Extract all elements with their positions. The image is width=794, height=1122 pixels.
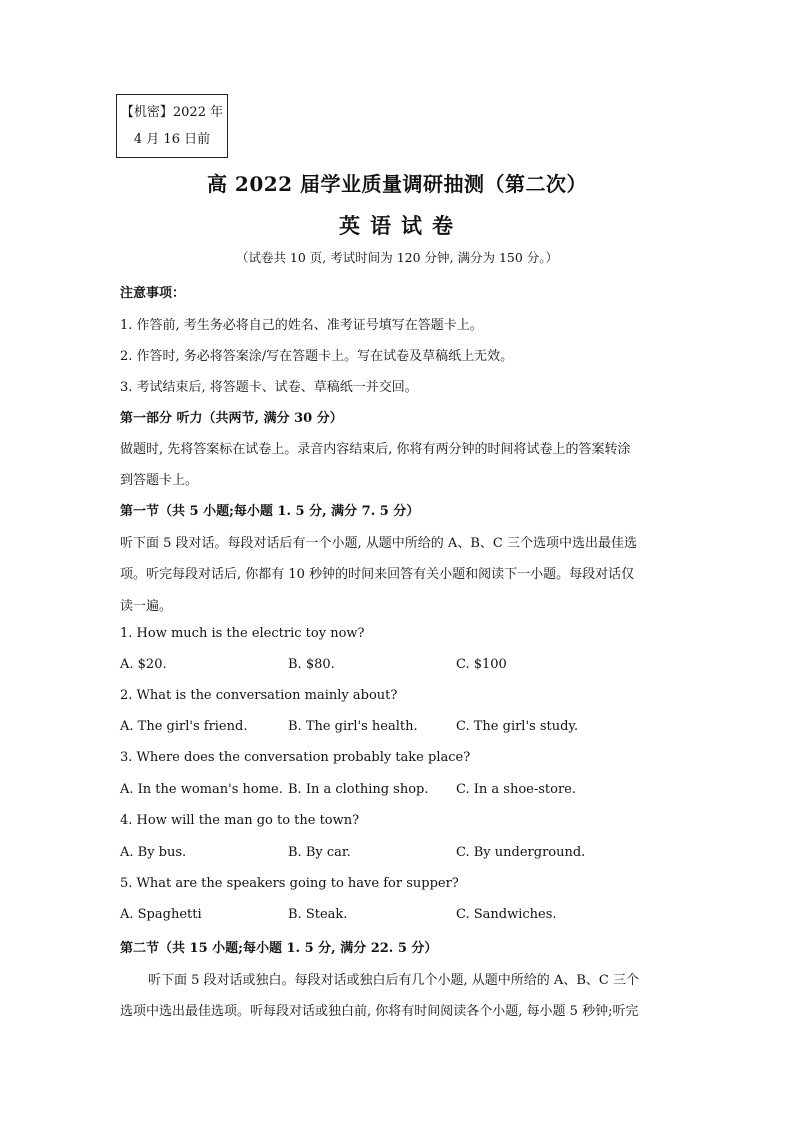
option-c: C. Sandwiches. bbox=[456, 907, 557, 922]
question-text: 5. What are the speakers going to have for supper? bbox=[120, 876, 459, 891]
option-a: A. By bus. bbox=[120, 845, 187, 860]
note-item: 1. 作答前, 考生务必将自己的姓名、准考证号填写在答题卡上。 bbox=[120, 318, 483, 333]
confidential-stamp-box bbox=[116, 94, 228, 158]
option-c: C. By underground. bbox=[456, 845, 586, 860]
exam-subtitle: 英语试卷 bbox=[339, 213, 463, 238]
option-b: B. Steak. bbox=[288, 907, 348, 922]
confidential-date: 4 月 16 日前 bbox=[133, 132, 211, 147]
question-text: 4. How will the man go to the town? bbox=[120, 813, 360, 828]
option-b: B. The girl's health. bbox=[288, 719, 418, 734]
option-c: C. $100 bbox=[456, 657, 507, 672]
part1-heading: 第一部分 听力（共两节, 满分 30 分） bbox=[120, 411, 343, 426]
option-c: C. The girl's study. bbox=[456, 719, 579, 734]
option-c: C. In a shoe-store. bbox=[456, 782, 576, 797]
note-item: 3. 考试结束后, 将答题卡、试卷、草稿纸一并交回。 bbox=[120, 380, 418, 395]
section1-heading: 第一节（共 5 小题;每小题 1. 5 分, 满分 7. 5 分） bbox=[120, 504, 420, 519]
option-a: A. In the woman's home. bbox=[120, 782, 283, 797]
question-text: 1. How much is the electric toy now? bbox=[120, 626, 365, 641]
option-b: B. $80. bbox=[288, 657, 335, 672]
option-a: A. Spaghetti bbox=[120, 907, 202, 922]
question-text: 2. What is the conversation mainly about? bbox=[120, 688, 398, 703]
section2-heading: 第二节（共 15 小题;每小题 1. 5 分, 满分 22. 5 分） bbox=[120, 941, 438, 956]
notes-heading: 注意事项： bbox=[120, 286, 186, 301]
section2-instruction: 选项中选出最佳选项。听每段对话或独白前, 你将有时间阅读各个小题, 每小题 5 秒钟;听完 bbox=[120, 1004, 639, 1019]
option-b: B. In a clothing shop. bbox=[288, 782, 429, 797]
option-b: B. By car. bbox=[288, 845, 351, 860]
note-item: 2. 作答时, 务必将答案涂/写在答题卡上。写在试卷及草稿纸上无效。 bbox=[120, 349, 514, 364]
option-a: A. The girl's friend. bbox=[120, 719, 248, 734]
confidential-label: 【机密】2022 年 bbox=[120, 105, 224, 120]
part1-instruction: 做题时, 先将答案标在试卷上。录音内容结束后, 你将有两分钟的时间将试卷上的答案转涂 bbox=[120, 442, 631, 457]
section1-instruction: 听下面 5 段对话。每段对话后有一个小题, 从题中所给的 A、B、C 三个选项中选出最佳选 bbox=[120, 536, 637, 551]
section1-instruction: 读一遍。 bbox=[120, 599, 173, 614]
section2-instruction: 听下面 5 段对话或独白。每段对话或独白后有几个小题, 从题中所给的 A、B、C 三个 bbox=[148, 973, 639, 988]
part1-instruction: 到答题卡上。 bbox=[120, 473, 199, 488]
option-a: A. $20. bbox=[120, 657, 167, 672]
exam-title: 高 2022 届学业质量调研抽测（第二次） bbox=[206, 172, 588, 196]
exam-info: （试卷共 10 页, 考试时间为 120 分钟, 满分为 150 分。） bbox=[235, 250, 559, 265]
section1-instruction: 项。听完每段对话后, 你都有 10 秒钟的时间来回答有关小题和阅读下一小题。每段对话仅 bbox=[120, 567, 635, 582]
question-text: 3. Where does the conversation probably take place? bbox=[120, 750, 471, 765]
